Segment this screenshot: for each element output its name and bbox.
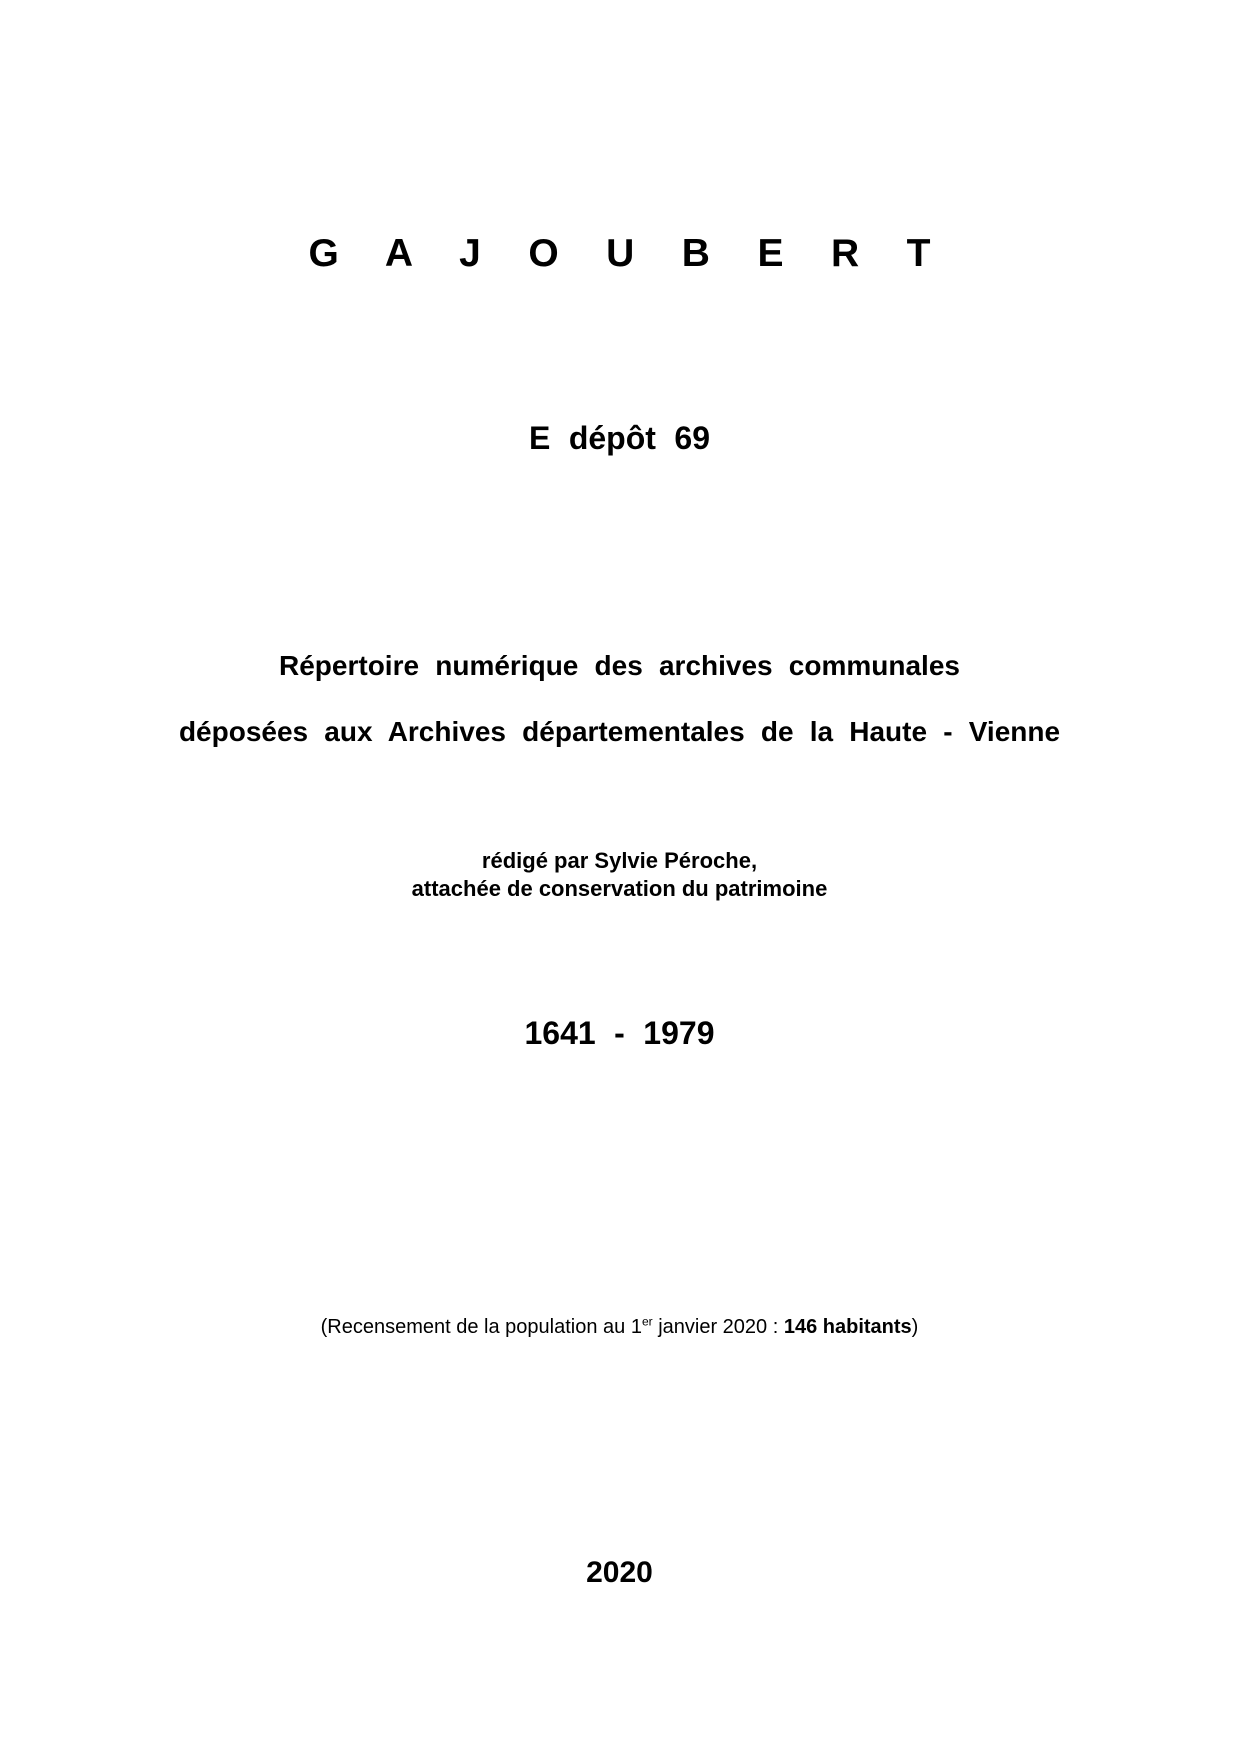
commune-title: G A J O U B E R T [308, 232, 949, 275]
census-prefix: (Recensement de la population au 1 [320, 1316, 642, 1338]
census-note [0, 1316, 1239, 1339]
publication-year: 2020 [586, 1556, 653, 1589]
archive-reference: E dépôt 69 [528, 420, 710, 456]
census-middle: janvier 2020 : [652, 1316, 784, 1338]
repertoire-line-1: Répertoire numérique des archives communales [279, 650, 960, 681]
census-superscript: er [641, 1314, 653, 1329]
repertoire-line-2: déposées aux Archives départementales de la Haute - Vienne [178, 716, 1061, 747]
census-suffix: ) [911, 1316, 919, 1338]
author-line-2: attachée de conservation du patrimoine [411, 876, 828, 901]
date-range: 1641 - 1979 [524, 1015, 715, 1051]
author-line-1: rédigé par Sylvie Péroche, [481, 848, 758, 873]
census-population: 146 habitants [783, 1316, 912, 1338]
